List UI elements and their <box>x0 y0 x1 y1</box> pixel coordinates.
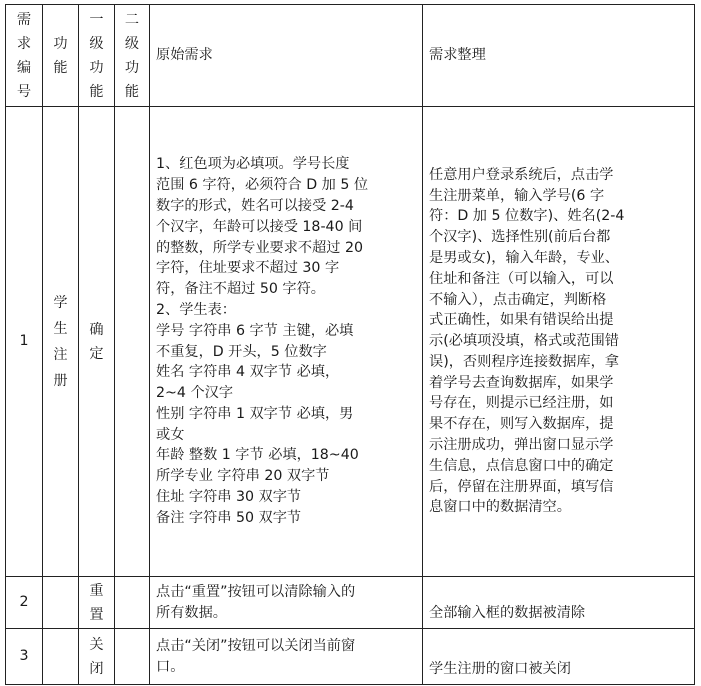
sorted-requirement-cell: 任意用户登录系统后，点击学 生注册菜单，输入学号(6 字 符：D 加 5 位数字)、姓名(2-4 个汉字)、选择性别(前后台都 是男或女)，输入年龄，专业、 住址和备注（可以输入，可以 不输入），点击确定，判断格 式正确性，如果有错误给出提 示(必填项没填，格式或范围错 误)，否则程序连接数据库，拿 着学号去查询数据库，如果学 号存在，则提示已经注册，如 果不存在，则写入数据库，提 示注册成功，弹出窗口显示学 生信息，点信息窗口中的确定 后，停留在注册界面，填写信 息窗口中的数据清空。 <box>423 107 695 577</box>
level2-cell <box>115 629 150 685</box>
header-sorted: 需求整理 <box>423 5 695 107</box>
requirements-table <box>5 4 695 685</box>
level2-cell <box>115 107 150 577</box>
req-no-cell: 2 <box>6 577 43 629</box>
func-cell <box>43 577 79 629</box>
table-row <box>6 577 695 629</box>
original-requirement-cell: 1、红色项为必填项。学号长度 范围 6 字符，必须符合 D 加 5 位 数字的形式，姓名可以接受 2-4 个汉字，年龄可以接受 18-40 间 的整数，所学专业要求不超过 20 字符，住址要求不超过 30 字 符，备注不超过 50 字符。 2、学生表： 学号 字符串 6 字节 主键，必填 不重复，D 开头，5 位数字 姓名 字符串 4 双字节 必填， 2~4 个汉字 性别 字符串 1 双字节 必填，男 或女 年龄 整数 1 字节 必填，18~40 所学专业 字符串 20 双字节 住址 字符串 30 双字节 备注 字符串 50 双字节 <box>150 107 423 577</box>
level1-cell: 关 闭 <box>79 629 115 685</box>
level1-cell: 重 置 <box>79 577 115 629</box>
level2-cell <box>115 577 150 629</box>
req-no-cell: 3 <box>6 629 43 685</box>
table-row <box>6 107 695 577</box>
header-original: 原始需求 <box>150 5 423 107</box>
header-row <box>6 5 695 107</box>
original-requirement-cell: 点击“重置”按钮可以清除输入的 所有数据。 <box>150 577 423 629</box>
table-row <box>6 629 695 685</box>
header-func: 功 能 <box>43 5 79 107</box>
sorted-requirement-cell: 全部输入框的数据被清除 <box>423 577 695 629</box>
req-no-cell: 1 <box>6 107 43 577</box>
original-requirement-cell: 点击“关闭”按钮可以关闭当前窗 口。 <box>150 629 423 685</box>
header-req-no: 需 求 编 号 <box>6 5 43 107</box>
func-cell <box>43 629 79 685</box>
func-cell: 学 生 注 册 <box>43 107 79 577</box>
header-level2: 二 级 功 能 <box>115 5 150 107</box>
sorted-requirement-cell: 学生注册的窗口被关闭 <box>423 629 695 685</box>
header-level1: 一 级 功 能 <box>79 5 115 107</box>
level1-cell: 确 定 <box>79 107 115 577</box>
